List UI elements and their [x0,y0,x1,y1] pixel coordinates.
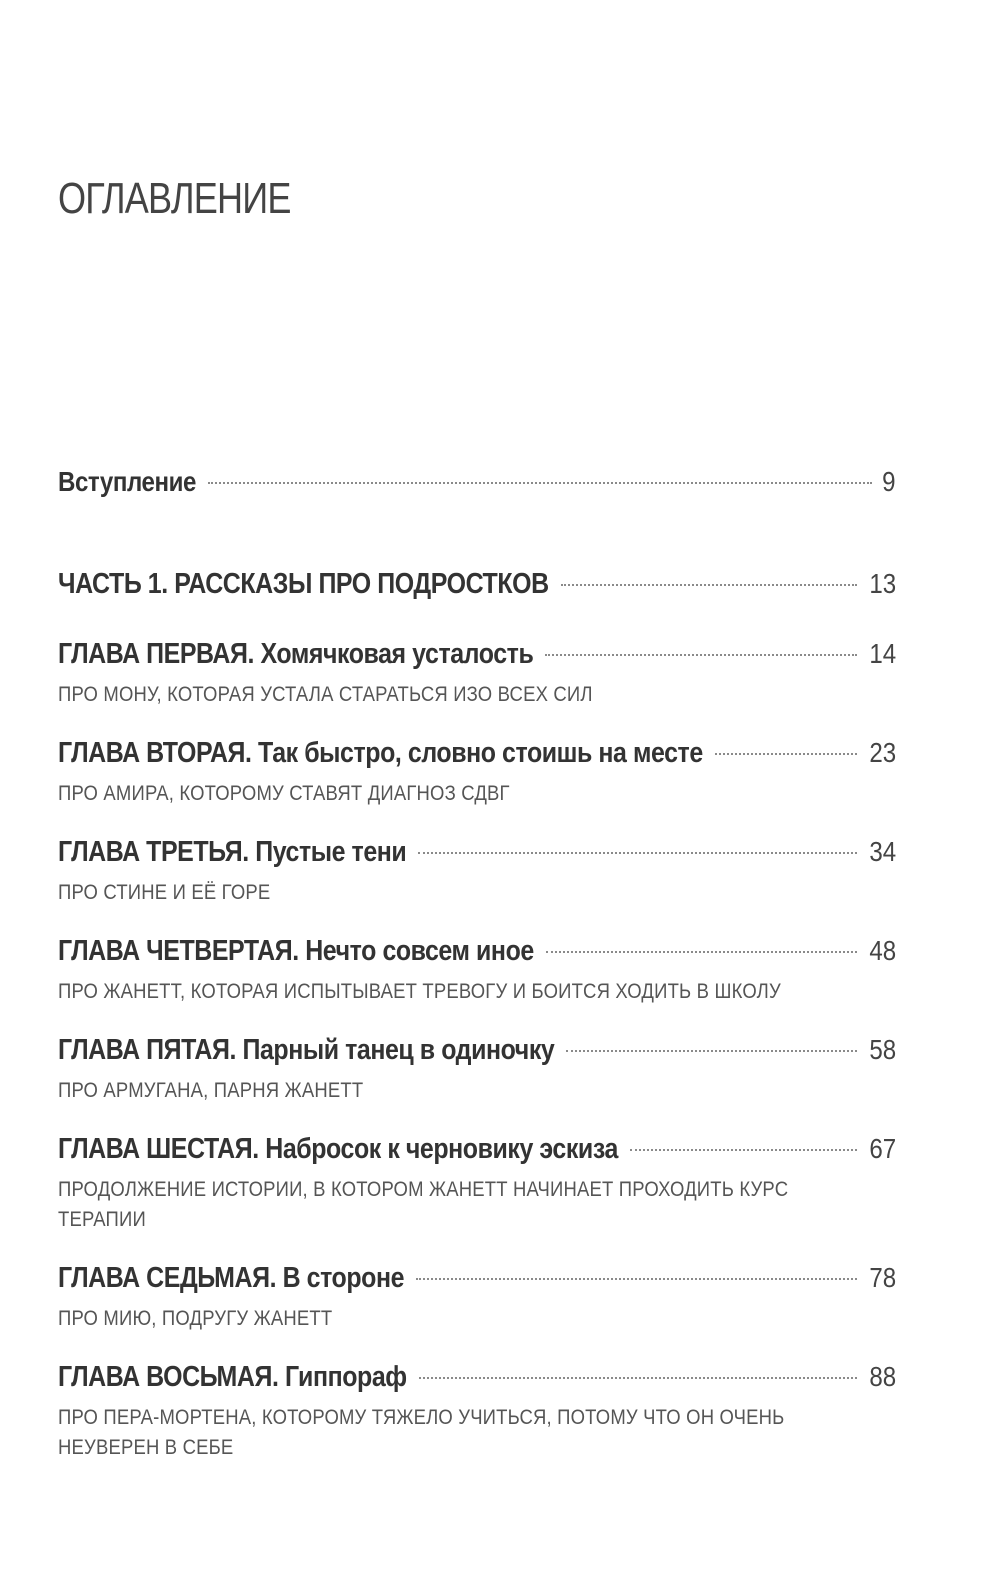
page-number: 9 [882,466,896,497]
toc-entry-title: ГЛАВА СЕДЬМАЯ. В стороне [58,1262,405,1294]
dot-leader [418,852,857,854]
page-number: 14 [869,638,896,669]
toc-entry-title: ГЛАВА ТРЕТЬЯ. Пустые тени [58,836,407,868]
dot-leader [561,584,857,586]
toc-entry-chapter-8[interactable] [58,1361,896,1463]
toc-entry-chapter-6[interactable] [58,1133,896,1235]
page-number: 48 [869,935,896,966]
page-number: 67 [869,1133,896,1164]
page-number: 58 [869,1034,896,1065]
dot-leader [566,1050,857,1052]
toc-entry-title: ГЛАВА ВОСЬМАЯ. Гиппораф [58,1361,407,1393]
page-number: 88 [869,1361,896,1392]
toc-entry-part-1[interactable] [58,568,896,608]
toc-entry-subtitle: ПРО АМИРА, КОТОРОМУ СТАВЯТ ДИАГНОЗ СДВГ [58,782,510,805]
toc-entry-chapter-1[interactable] [58,638,896,710]
page-number: 34 [869,836,896,867]
page-title: ОГЛАВЛЕНИЕ [58,174,291,223]
page-number: 23 [869,737,896,768]
page-number: 78 [869,1262,896,1293]
toc-entry-title: ГЛАВА ПЯТАЯ. Парный танец в одиночку [58,1034,555,1066]
toc-entry-title: ГЛАВА ПЕРВАЯ. Хомячковая усталость [58,638,534,670]
toc-entry-chapter-4[interactable] [58,935,896,1007]
toc-entry-title: ЧАСТЬ 1. РАССКАЗЫ ПРО ПОДРОСТКОВ [58,568,549,600]
dot-leader [545,654,857,656]
toc-entry-title: ГЛАВА ЧЕТВЕРТАЯ. Нечто совсем иное [58,935,534,967]
toc-entry-intro[interactable] [58,466,896,506]
dot-leader [630,1149,857,1151]
page-number: 13 [869,568,896,599]
dot-leader [419,1377,857,1379]
toc-entry-chapter-5[interactable] [58,1034,896,1106]
dot-leader [416,1278,857,1280]
toc-entry-subtitle: ПРО СТИНЕ И ЕЁ ГОРЕ [58,881,271,904]
toc-entry-chapter-2[interactable] [58,737,896,809]
toc-entry-subtitle: ПРО ПЕРА-МОРТЕНА, КОТОРОМУ ТЯЖЕЛО УЧИТЬСЯ, ПОТОМУ ЧТО ОН ОЧЕНЬ НЕУВЕРЕН В СЕБЕ [58,1406,785,1459]
toc-entry-subtitle: ПРО АРМУГАНА, ПАРНЯ ЖАНЕТТ [58,1079,364,1102]
toc-entry-subtitle: ПРОДОЛЖЕНИЕ ИСТОРИИ, В КОТОРОМ ЖАНЕТТ НАЧИНАЕТ ПРОХОДИТЬ КУРС ТЕРАПИИ [58,1178,789,1231]
toc-entry-subtitle: ПРО МИЮ, ПОДРУГУ ЖАНЕТТ [58,1307,333,1330]
toc-entry-subtitle: ПРО ЖАНЕТТ, КОТОРАЯ ИСПЫТЫВАЕТ ТРЕВОГУ И БОИТСЯ ХОДИТЬ В ШКОЛУ [58,980,781,1003]
toc-entry-subtitle: ПРО МОНУ, КОТОРАЯ УСТАЛА СТАРАТЬСЯ ИЗО ВСЕХ СИЛ [58,683,593,706]
toc-entry-title: Вступление [58,466,196,497]
toc-entry-title: ГЛАВА ШЕСТАЯ. Набросок к черновику эскиза [58,1133,618,1165]
toc-entry-chapter-3[interactable] [58,836,896,908]
toc-entry-title: ГЛАВА ВТОРАЯ. Так быстро, словно стоишь на месте [58,737,703,769]
toc-entry-chapter-7[interactable] [58,1262,896,1334]
dot-leader [208,482,873,484]
dot-leader [715,753,857,755]
dot-leader [546,951,857,953]
